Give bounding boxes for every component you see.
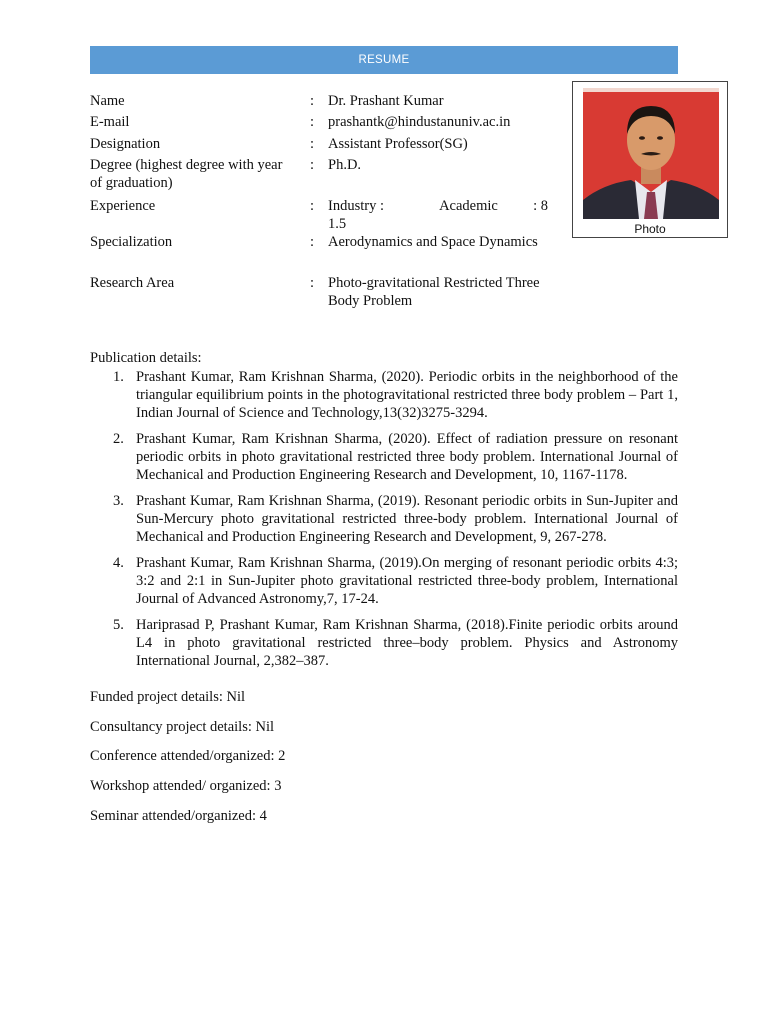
portrait-illustration xyxy=(583,88,719,219)
list-item-text: Hariprasad P, Prashant Kumar, Ram Krishnan Sharma, (2018).Finite periodic orbits around L4 in photo gravitational restricted three–body problem. Physics and Astronomy International Journal, 2,382–387. xyxy=(136,617,678,669)
list-item-number: 5. xyxy=(113,617,124,633)
name-label: Name xyxy=(90,93,125,109)
academic-value: : 8 xyxy=(533,198,548,214)
colon: : xyxy=(310,234,315,250)
list-item xyxy=(90,616,678,670)
photo-caption: Photo xyxy=(634,222,666,236)
academic-label: Academic xyxy=(439,198,498,214)
list-item-text: Prashant Kumar, Ram Krishnan Sharma, (2020). Effect of radiation pressure on resonant periodic orbits in photo gravitational restricted three body problem. International Journal of Mechanical and Production Engineering Research and Development, 10, 1167-1178. xyxy=(136,431,678,483)
colon: : xyxy=(310,198,315,214)
industry-label: Industry : xyxy=(328,198,384,214)
research-area-value: Photo-gravitational Restricted Three Body Problem xyxy=(328,275,540,309)
workshops: Workshop attended/ organized: 3 xyxy=(90,778,282,794)
list-item-number: 3. xyxy=(113,493,124,509)
list-item xyxy=(90,492,678,546)
experience-second-line: 1.5 xyxy=(328,216,347,232)
conferences: Conference attended/organized: 2 xyxy=(90,748,286,764)
list-item xyxy=(90,430,678,484)
designation-label: Designation xyxy=(90,136,161,152)
seminars: Seminar attended/organized: 4 xyxy=(90,808,267,824)
experience-value xyxy=(328,197,548,233)
name-value: Dr. Prashant Kumar xyxy=(328,93,444,109)
profile-photo xyxy=(583,88,719,219)
research-area-label: Research Area xyxy=(90,275,175,291)
list-item-number: 4. xyxy=(113,555,124,571)
specialization-value: Aerodynamics and Space Dynamics xyxy=(328,234,538,250)
publications-heading: Publication details: xyxy=(90,350,202,366)
list-item-text: Prashant Kumar, Ram Krishnan Sharma, (2019). Resonant periodic orbits in Sun-Jupiter and Sun-Mercury photo gravitational restricted three-body problem. International Journal of Mechanical and Production Engineering Research and Development, 9, 267-278. xyxy=(136,493,678,545)
list-item-text: Prashant Kumar, Ram Krishnan Sharma, (2019).On merging of resonant periodic orbits 4:3; 3:2 and 2:1 in Sun-Jupiter photo gravitational restricted three-body problem, International Journal of Advanced Astronomy,7, 17-24. xyxy=(136,555,678,607)
list-item-number: 1. xyxy=(113,369,124,385)
specialization-label: Specialization xyxy=(90,234,173,250)
degree-label: Degree (highest degree with year of graduation) xyxy=(90,157,283,191)
list-item xyxy=(90,368,678,422)
consultancy-projects: Consultancy project details: Nil xyxy=(90,719,275,735)
experience-label: Experience xyxy=(90,198,156,214)
colon: : xyxy=(310,157,315,173)
colon: : xyxy=(310,275,315,291)
list-item xyxy=(90,554,678,608)
list-item-text: Prashant Kumar, Ram Krishnan Sharma, (2020). Periodic orbits in the neighborhood of the triangular equilibrium points in the photogravitational restricted three body problem – Part 1, Indian Journal of Science and Technology,13(32)3275-3294. xyxy=(136,369,678,421)
photo-frame xyxy=(572,81,728,238)
degree-value: Ph.D. xyxy=(328,157,362,173)
resume-title: RESUME xyxy=(358,54,410,66)
colon: : xyxy=(310,136,315,152)
colon: : xyxy=(310,93,315,109)
resume-banner xyxy=(90,46,678,74)
publications-list xyxy=(90,368,678,678)
designation-value: Assistant Professor(SG) xyxy=(328,136,468,152)
email-label: E-mail xyxy=(90,114,130,130)
list-item-number: 2. xyxy=(113,431,124,447)
email-value: prashantk@hindustanuniv.ac.in xyxy=(328,114,511,130)
funded-projects: Funded project details: Nil xyxy=(90,689,246,705)
colon: : xyxy=(310,114,315,130)
